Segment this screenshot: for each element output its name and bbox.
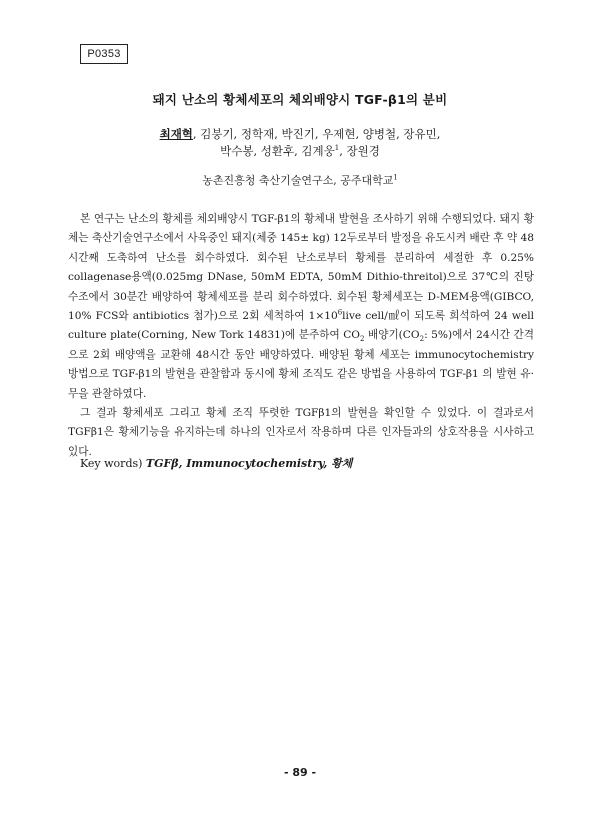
abstract-text-1a: 본 연구는 난소의 황체를 체외배양시 TGF-β1의 황체내 발현을 조사하기 위해 수행되었다. 돼지 황체는 축산기술연구소에서 사육중인 돼지(체중 145± kg) 12두로부터 발정을 유도시켜 배란 후 약 48시간째 도축하여 난소를 회수하였다. 회수된 난소로부터 황체를 분리하여 세절한 후 0.25% collagenase용액(0.025mg DNase, 50mM EDTA, 50mM Dithio-threitol)으로 37℃의 진탕 수조에서 30분간 배양하여 황체세포를 분리 회수하였다. 회수된 황체세포는 D-MEM용액(GIBCO, 10% FCS와 antibiotics 첨가)으로 2회 세척하여 1×10 <box>68 213 534 323</box>
author-names-1: , 김붕기, 정학재, 박진기, 우제현, 양병철, 장유민, <box>192 127 441 141</box>
subscript-co2-b: 2 <box>419 335 425 344</box>
affiliation-mark: 1 <box>334 144 340 153</box>
abstract-code: P0353 <box>80 44 128 64</box>
author-names-2a: 박수봉, 성환후, 김계웅 <box>220 144 335 158</box>
author-line-1 <box>70 126 530 143</box>
subscript-co2-a: 2 <box>360 335 365 344</box>
paper-title: 돼지 난소의 황체세포의 체외배양시 TGF-β1의 분비 <box>152 92 448 107</box>
author-names-2b: , 장원경 <box>339 144 380 158</box>
presenting-author: 최재혁 <box>159 127 193 141</box>
abstract-text-1c: 배양기(CO <box>364 329 420 342</box>
author-line-2 <box>70 143 530 160</box>
page-number: - 89 - <box>283 766 317 779</box>
abstract-text-1d: : 5%)에서 24시간 간격으로 2회 배양액을 교환해 48시간 동안 배양하였다. 배양된 황체 세포는 immunocytochemistry 방법으로 TGF-β1의 발현을 관찰함과 동시에 황체 조직도 같은 방법을 사용하여 TGF-β1 의 발현 유·무을 관찰하였다. <box>68 329 534 400</box>
affiliation-text: 농촌진흥청 축산기술연구소, 공주대학교 <box>202 174 394 187</box>
keywords <box>80 455 530 471</box>
abstract-text-1b: live cell/㎖이 되도록 희석하여 24 well culture plate(Corning, New Tork 14831)에 분주하여 CO <box>68 310 534 342</box>
abstract-paragraph-2: 그 결과 황체세포 그리고 황체 조직 뚜렷한 TGFβ1의 발현을 확인할 수 있었다. 이 결과로서 TGFβ1은 황체기능을 유지하는데 하나의 인자로서 작용하며 다른 인자들과의 상호작용을 시사하고 있다. <box>68 407 534 458</box>
author-list <box>70 126 530 160</box>
keywords-label: Key words) <box>80 457 146 470</box>
affiliation-sup: 1 <box>393 173 398 182</box>
abstract-paragraph-1 <box>68 210 534 404</box>
keywords-items: TGFβ, Immunocytochemistry, 황체 <box>145 457 353 470</box>
exponent: 6 <box>337 308 343 317</box>
abstract-body <box>68 210 534 462</box>
affiliation <box>70 172 530 188</box>
